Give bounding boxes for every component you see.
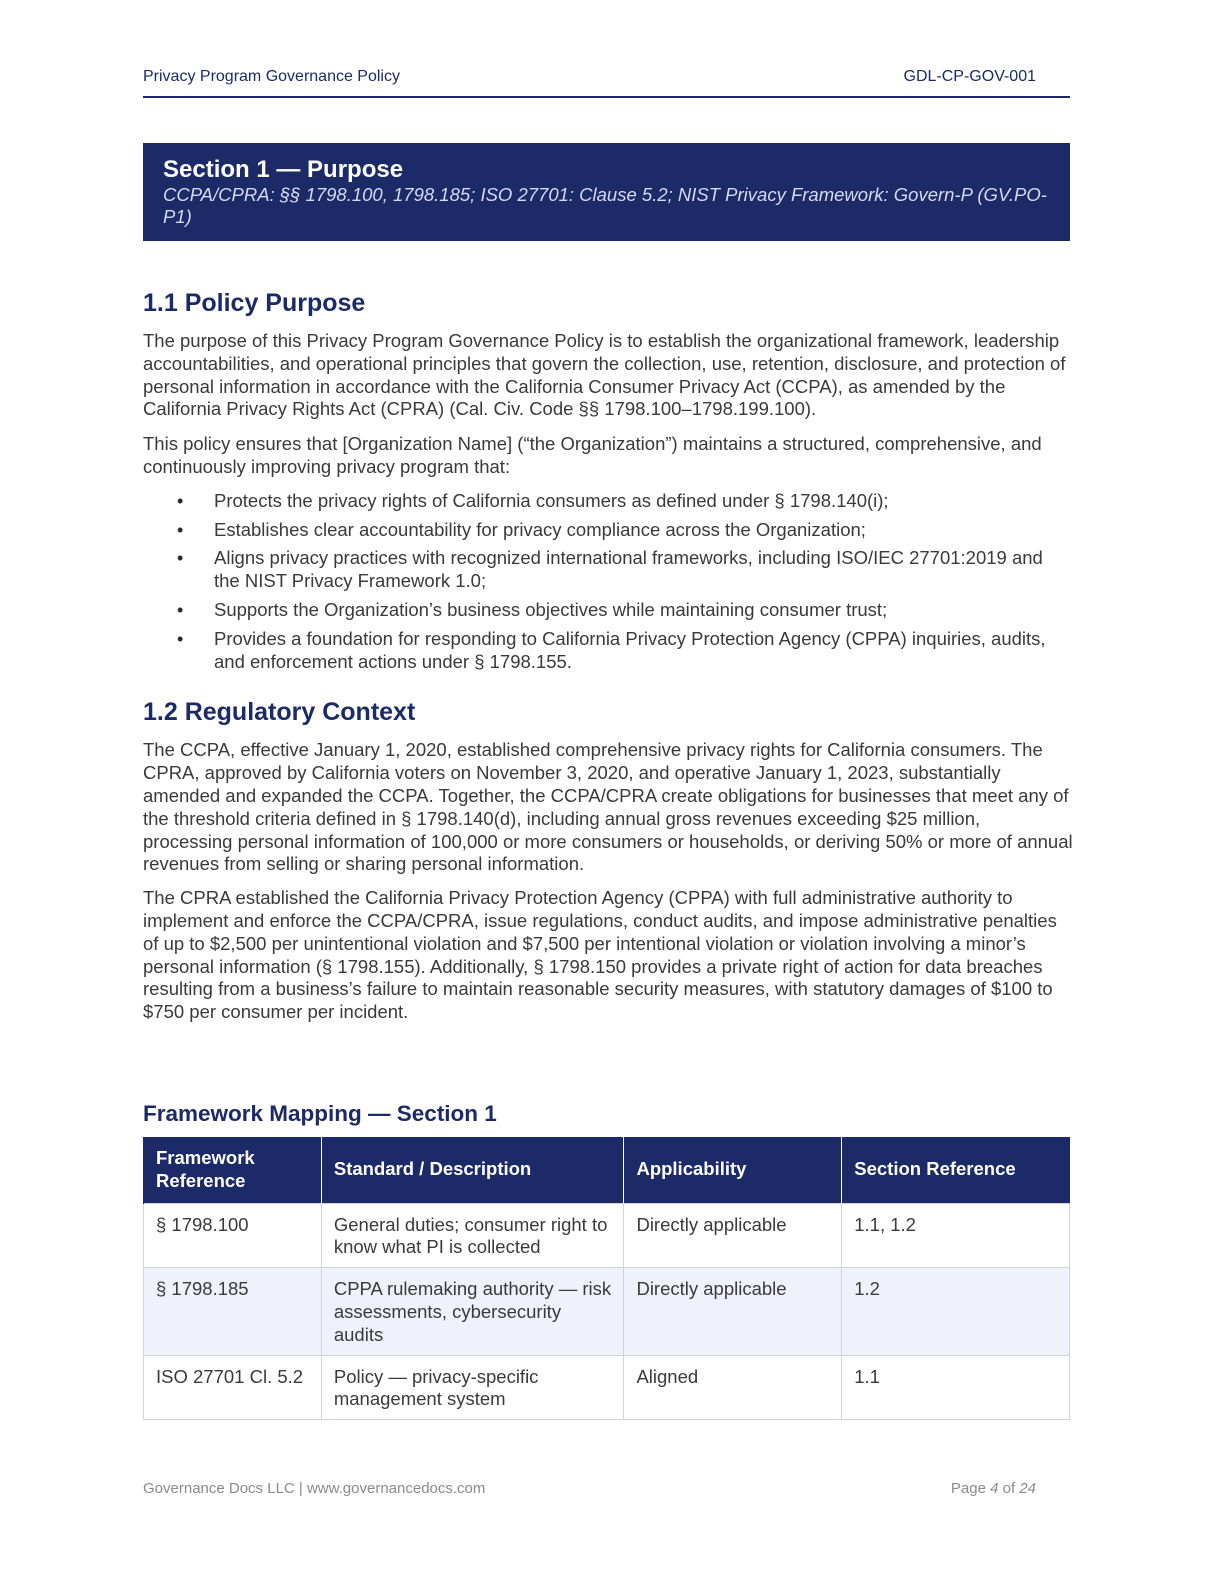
table-cell: Directly applicable — [624, 1203, 842, 1268]
table-cell: Directly applicable — [624, 1268, 842, 1355]
table-row — [144, 1203, 1070, 1268]
paragraph-ccpa-context: The CCPA, effective January 1, 2020, established comprehensive privacy rights for California consumers. The CPRA, approved by California voters on November 3, 2020, and operative January 1, 2023, substantially amended and expanded the CCPA. Together, the CCPA/CPRA create obligations for businesses that meet any of the threshold criteria defined in § 1798.140(d), including annual gross revenues exceeding $25 million, processing personal information of 100,000 or more consumers or households, or deriving 50% or more of annual revenues from selling or sharing personal information. — [143, 739, 1073, 875]
main-content — [143, 287, 1073, 1024]
table-cell: 1.2 — [842, 1268, 1070, 1355]
table-cell: Policy — privacy-specific management system — [321, 1355, 624, 1420]
paragraph-cppa-authority: The CPRA established the California Privacy Protection Agency (CPPA) with full administrative authority to implement and enforce the CCPA/CPRA, issue regulations, conduct audits, and impose administrative penalties of up to $2,500 per unintentional violation and $7,500 per intentional violation or violation involving a minor’s personal information (§ 1798.155). Additionally, § 1798.150 provides a private right of action for data breaches resulting from a business’s failure to maintain reasonable security measures, with statutory damages of $100 to $750 per consumer per incident. — [143, 887, 1057, 1023]
page-header — [143, 68, 1070, 98]
page-number: Page 4 of 24 — [950, 1480, 1036, 1497]
column-header: Framework Reference — [144, 1137, 322, 1203]
list-item: • Protects the privacy rights of California consumers as defined under § 1798.140(i); — [177, 489, 889, 511]
header-doc-id: GDL-CP-GOV-001 — [903, 68, 1036, 85]
bullet-icon: • — [177, 490, 184, 511]
table-row — [144, 1355, 1070, 1420]
table-cell: § 1798.185 — [144, 1268, 322, 1355]
list-item: • Provides a foundation for responding to California Privacy Protection Agency (CPPA) inquiries, audits, and enforcement actions under § 1798.155. — [177, 627, 1046, 672]
column-header: Applicability — [624, 1137, 842, 1203]
page-total: 24 — [1019, 1480, 1036, 1497]
table-cell: 1.1 — [842, 1355, 1070, 1420]
column-header: Section Reference — [842, 1137, 1070, 1203]
page-current: 4 — [990, 1480, 999, 1497]
list-item: • Establishes clear accountability for privacy compliance across the Organization; — [177, 518, 866, 540]
section-banner — [143, 143, 1070, 241]
table-cell: CPPA rulemaking authority — risk assessments, cybersecurity audits — [321, 1268, 624, 1355]
table-cell: General duties; consumer right to know what PI is collected — [321, 1203, 624, 1268]
framework-mapping-table — [143, 1137, 1070, 1420]
heading-regulatory-context: 1.2 Regulatory Context — [143, 698, 416, 727]
paragraph-ensures: This policy ensures that [Organization Name] (“the Organization”) maintains a structured, comprehensive, and continuously improving privacy program that: — [143, 433, 1042, 477]
header-title: Privacy Program Governance Policy — [143, 68, 400, 85]
footer-company: Governance Docs LLC | www.governancedocs.com — [143, 1480, 486, 1497]
section-references: CCPA/CPRA: §§ 1798.100, 1798.185; ISO 27701: Clause 5.2; NIST Privacy Framework: Govern-P (GV.PO-P1) — [163, 184, 1047, 227]
bullet-icon: • — [177, 599, 184, 620]
table-cell: 1.1, 1.2 — [842, 1203, 1070, 1268]
table-cell: § 1798.100 — [144, 1203, 322, 1268]
bullet-icon: • — [177, 548, 184, 569]
table-cell: ISO 27701 Cl. 5.2 — [144, 1355, 322, 1420]
table-cell: Aligned — [624, 1355, 842, 1420]
column-header: Standard / Description — [321, 1137, 624, 1203]
section-title: Section 1 — Purpose — [163, 156, 404, 183]
purpose-bullet-list — [177, 490, 1073, 674]
table-title: Framework Mapping — Section 1 — [143, 1101, 497, 1126]
list-item: • Aligns privacy practices with recognized international frameworks, including ISO/IEC 27701:2019 and the NIST Privacy Framework 1.0; — [177, 547, 1043, 592]
table-row — [144, 1268, 1070, 1355]
bullet-icon: • — [177, 628, 184, 649]
page-footer — [143, 1480, 1036, 1497]
list-item: • Supports the Organization’s business objectives while maintaining consumer trust; — [177, 598, 888, 620]
paragraph-purpose: The purpose of this Privacy Program Governance Policy is to establish the organizational framework, leadership accountabilities, and operational principles that govern the collection, use, retention, disclosure, and protection of personal information in accordance with the California Consumer Privacy Act (CCPA), as amended by the California Privacy Rights Act (CPRA) (Cal. Civ. Code §§ 1798.100–1798.199.100). — [143, 330, 1066, 420]
table-header-row — [144, 1137, 1070, 1203]
heading-policy-purpose: 1.1 Policy Purpose — [143, 289, 366, 317]
bullet-icon: • — [177, 519, 184, 540]
